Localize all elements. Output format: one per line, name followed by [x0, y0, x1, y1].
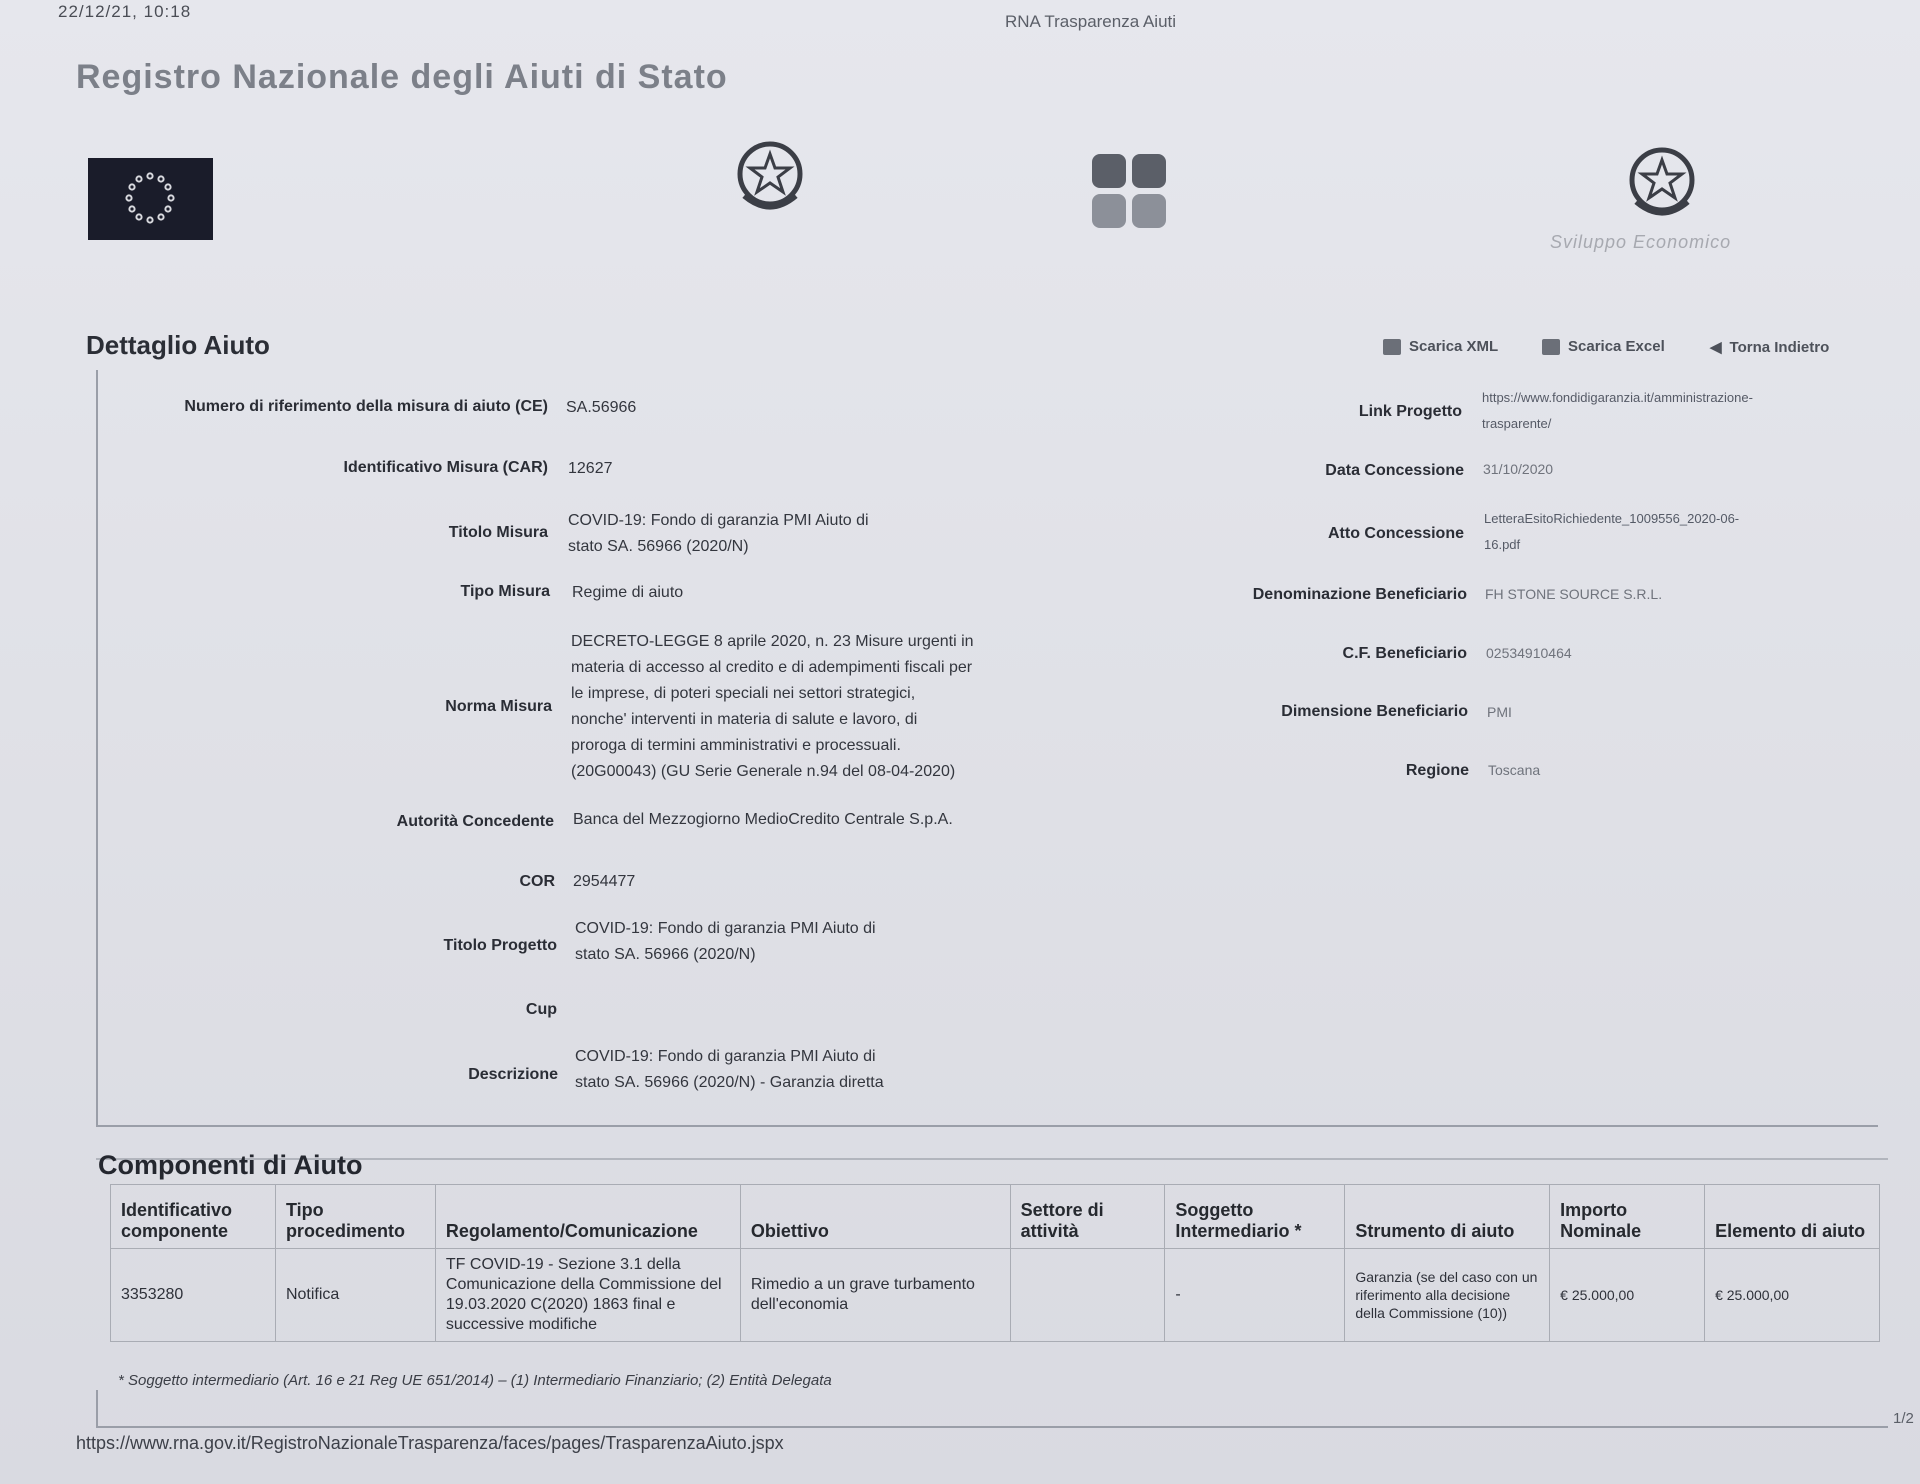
col-elemento: Elemento di aiuto: [1705, 1185, 1880, 1249]
tipo-misura-value: Regime di aiuto: [572, 584, 684, 601]
norma-line: nonche' interventi in materia di salute e lavoro, di: [571, 711, 918, 728]
atto-concessione-value[interactable]: [1484, 506, 1739, 558]
ministry-emblem-icon: [1622, 140, 1702, 224]
download-excel-button[interactable]: [1542, 338, 1665, 355]
dimensione-label: Dimensione Beneficiario: [1281, 703, 1468, 720]
cell-identificativo: 3353280: [111, 1249, 276, 1342]
components-footnote: * Soggetto intermediario (Art. 16 e 21 Reg UE 651/2014) – (1) Intermediario Finanziario; (2) Entità Delegata: [118, 1372, 832, 1389]
norma-line: DECRETO-LEGGE 8 aprile 2020, n. 23 Misure urgenti in: [571, 633, 974, 650]
tipo-misura-label: Tipo Misura: [460, 583, 550, 600]
norma-misura-value: [571, 629, 974, 785]
atto-concessione-label: Atto Concessione: [1327, 525, 1464, 542]
denominazione-value: FH STONE SOURCE S.R.L.: [1485, 586, 1663, 602]
titolo-progetto-value: [575, 916, 876, 968]
components-section-title: Componenti di Aiuto: [98, 1150, 363, 1180]
download-icon: [1383, 339, 1401, 355]
detail-panel: [96, 370, 1878, 1127]
cell-regolamento: TF COVID-19 - Sezione 3.1 della Comunicazione della Commissione del 19.03.2020 C(2020) 1863 final e successive modifiche: [435, 1249, 740, 1342]
back-button[interactable]: [1710, 338, 1829, 356]
col-obiettivo: Obiettivo: [740, 1185, 1010, 1249]
cell-tipo-procedimento: Notifica: [275, 1249, 435, 1342]
footer-url: https://www.rna.gov.it/RegistroNazionaleTrasparenza/faces/pages/TrasparenzaAiuto.jspx: [76, 1433, 784, 1453]
norma-line: le imprese, di poteri speciali nei settori strategici,: [571, 685, 916, 702]
titolo-misura-line: stato SA. 56966 (2020/N): [568, 538, 749, 555]
titolo-progetto-label: Titolo Progetto: [443, 937, 557, 954]
components-panel-border: [96, 1390, 1888, 1428]
col-importo: Importo Nominale: [1550, 1185, 1705, 1249]
car-label: Identificativo Misura (CAR): [343, 459, 548, 476]
link-progetto-line[interactable]: https://www.fondidigaranzia.it/amministrazione-: [1482, 390, 1753, 405]
ministry-logo-caption: Sviluppo Economico: [1550, 232, 1732, 252]
norma-line: proroga di termini amministrativi e processuali.: [571, 737, 901, 754]
cf-beneficiario-label: C.F. Beneficiario: [1342, 645, 1467, 662]
table-header-row: [111, 1185, 1880, 1249]
download-xml-button[interactable]: [1383, 338, 1498, 355]
eu-flag-logo: [88, 158, 213, 240]
titolo-misura-value: [568, 508, 869, 560]
denominazione-label: Denominazione Beneficiario: [1252, 586, 1467, 603]
regione-value: Toscana: [1488, 762, 1541, 778]
components-table: [110, 1184, 1880, 1342]
back-arrow-icon: ◀: [1710, 339, 1722, 356]
col-regolamento: Regolamento/Comunicazione: [435, 1185, 740, 1249]
col-tipo-procedimento: Tipo procedimento: [275, 1185, 435, 1249]
col-strumento: Strumento di aiuto: [1345, 1185, 1550, 1249]
components-divider: [96, 1158, 1888, 1160]
download-xml-label: Scarica XML: [1409, 338, 1499, 355]
page-number: 1/2: [1893, 1410, 1914, 1427]
norma-line: materia di accesso al credito e di adempimenti fiscali per: [571, 659, 973, 676]
dimensione-value: PMI: [1487, 704, 1512, 720]
autorita-label: Autorità Concedente: [396, 813, 554, 830]
titolo-progetto-line: stato SA. 56966 (2020/N): [575, 946, 756, 963]
regione-label: Regione: [1405, 762, 1469, 779]
data-concessione-label: Data Concessione: [1325, 462, 1464, 479]
cor-value: 2954477: [573, 873, 636, 890]
titolo-misura-label: Titolo Misura: [448, 524, 548, 541]
ce-reference-label: Numero di riferimento della misura di aiuto (CE): [184, 398, 548, 415]
link-progetto-line[interactable]: trasparente/: [1482, 416, 1552, 431]
spreadsheet-icon: [1542, 339, 1560, 355]
cf-beneficiario-value: 02534910464: [1486, 645, 1572, 661]
data-concessione-value: 31/10/2020: [1483, 461, 1554, 477]
cell-soggetto: -: [1165, 1249, 1345, 1342]
cell-obiettivo: Rimedio a un grave turbamento dell'economia: [740, 1249, 1010, 1342]
italian-republic-emblem-icon: [730, 134, 810, 218]
atto-concessione-line[interactable]: 16.pdf: [1484, 537, 1521, 552]
descrizione-line: COVID-19: Fondo di garanzia PMI Aiuto di: [575, 1048, 876, 1065]
cell-importo: € 25.000,00: [1550, 1249, 1705, 1342]
titolo-misura-line: COVID-19: Fondo di garanzia PMI Aiuto di: [568, 512, 869, 529]
table-row: [111, 1249, 1880, 1342]
site-title: Registro Nazionale degli Aiuti di Stato: [76, 58, 728, 96]
descrizione-value: [575, 1044, 884, 1096]
back-label: Torna Indietro: [1729, 338, 1830, 356]
norma-misura-label: Norma Misura: [445, 698, 552, 715]
col-settore: Settore di attività: [1010, 1185, 1165, 1249]
cell-elemento: € 25.000,00: [1705, 1249, 1880, 1342]
car-value: 12627: [568, 460, 613, 477]
download-excel-label: Scarica Excel: [1568, 338, 1665, 355]
descrizione-label: Descrizione: [468, 1066, 558, 1083]
cup-label: Cup: [525, 1001, 557, 1018]
link-progetto-value[interactable]: [1482, 385, 1753, 437]
atto-concessione-line[interactable]: LetteraEsitoRichiedente_1009556_2020-06-: [1484, 511, 1740, 526]
print-page-title: RNA Trasparenza Aiuti: [1005, 12, 1177, 31]
cell-settore: [1010, 1249, 1165, 1342]
cell-strumento: Garanzia (se del caso con un riferimento alla decisione della Commissione (10)): [1345, 1249, 1550, 1342]
print-datetime: 22/12/21, 10:18: [58, 2, 192, 21]
descrizione-line: stato SA. 56966 (2020/N) - Garanzia diretta: [575, 1074, 884, 1091]
norma-line: (20G00043) (GU Serie Generale n.94 del 08-04-2020): [571, 763, 956, 780]
col-soggetto: Soggetto Intermediario *: [1165, 1185, 1345, 1249]
col-identificativo: Identificativo componente: [111, 1185, 276, 1249]
autorita-value: Banca del Mezzogiorno MedioCredito Centrale S.p.A.: [573, 811, 953, 828]
detail-section-title: Dettaglio Aiuto: [86, 330, 270, 360]
link-progetto-label: Link Progetto: [1358, 403, 1462, 420]
cor-label: COR: [519, 873, 555, 890]
titolo-progetto-line: COVID-19: Fondo di garanzia PMI Aiuto di: [575, 920, 876, 937]
ce-reference-value: SA.56966: [566, 399, 637, 416]
regional-cross-logo: [1092, 154, 1166, 230]
